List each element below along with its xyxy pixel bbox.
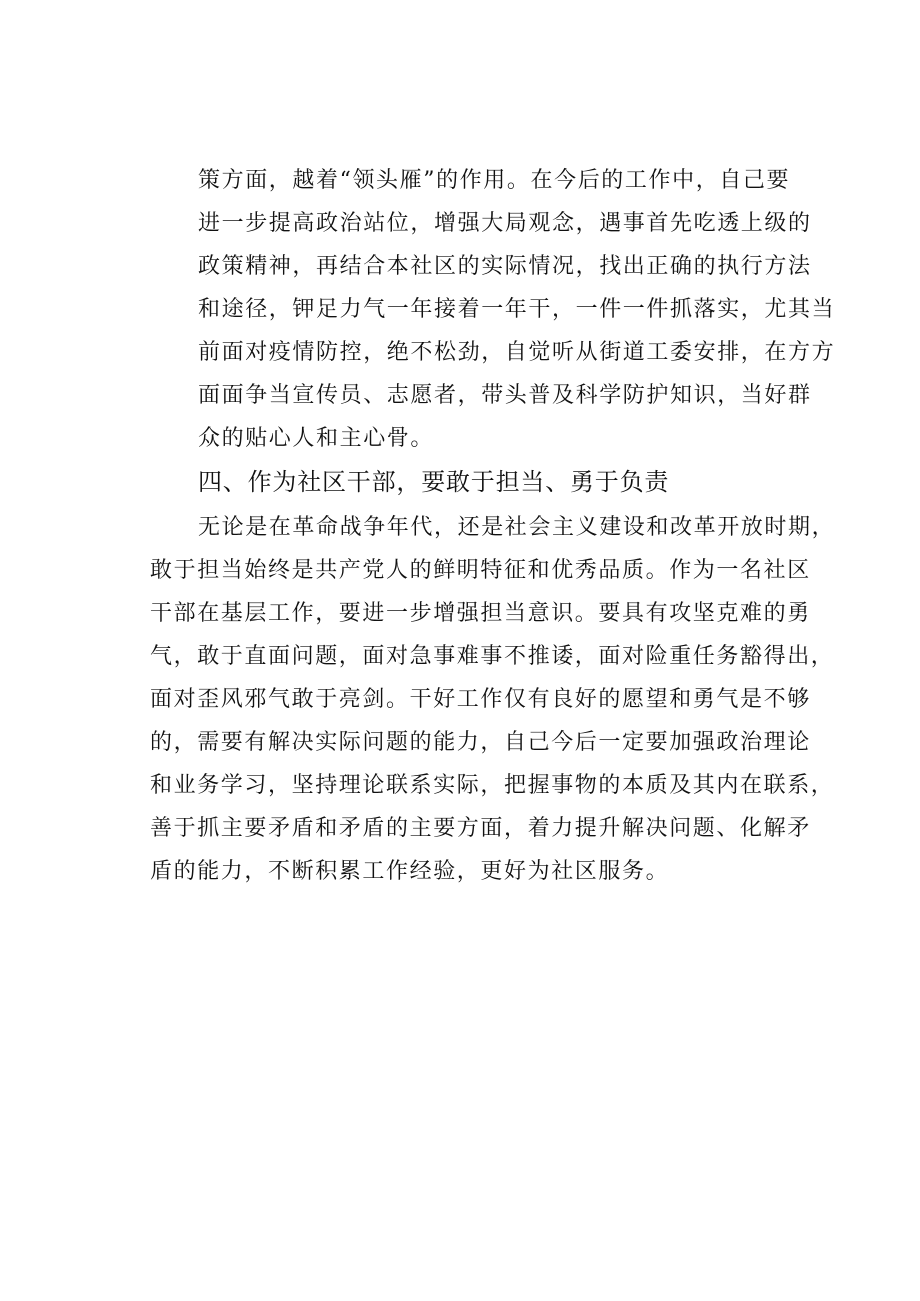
section-heading: 四、作为社区干部，要敢于担当、勇于负责 — [198, 468, 670, 496]
paragraph-2-line-6: 的，需要有解决实际问题的能力，自己今后一定要加强政治理论 — [150, 730, 811, 755]
paragraph-2-line-2: 敢于担当始终是共产党人的鲜明特征和优秀品质。作为一名社区 — [150, 558, 811, 583]
paragraph-1-line-6: 面面争当宣传员、志愿者，带头普及科学防护知识，当好群 — [198, 383, 812, 408]
paragraph-1-line-5: 前面对疫情防控，绝不松劲，自觉听从街道工委安排，在方方 — [198, 340, 836, 365]
paragraph-2-line-9: 盾的能力，不断积累工作经验，更好为社区服务。 — [150, 859, 670, 884]
paragraph-1-line-7: 众的贴心人和主心骨。 — [198, 426, 435, 451]
paragraph-1-line-3: 政策精神，再结合本社区的实际情况，找出正确的执行方法 — [198, 254, 812, 279]
paragraph-2-line-1: 无论是在革命战争年代，还是社会主义建设和改革开放时期， — [198, 515, 836, 540]
paragraph-2-line-7: 和业务学习，坚持理论联系实际，把握事物的本质及其内在联系， — [150, 773, 835, 798]
paragraph-1-line-1: 策方面，越着“领头雁”的作用。在今后的工作中，自己要 — [198, 168, 791, 193]
paragraph-2-line-8: 善于抓主要矛盾和矛盾的主要方面，着力提升解决问题、化解矛 — [150, 816, 811, 841]
paragraph-2-line-5: 面对歪风邪气敢于亮剑。干好工作仅有良好的愿望和勇气是不够 — [150, 687, 811, 712]
paragraph-1-line-4: 和途径，钾足力气一年接着一年干，一件一件抓落实，尤其当 — [198, 297, 836, 322]
paragraph-2-line-3: 干部在基层工作，要进一步增强担当意识。要具有攻坚克难的勇 — [150, 601, 811, 626]
paragraph-1-line-2: 进一步提高政治站位，增强大局观念，遇事首先吃透上级的 — [198, 211, 812, 236]
paragraph-2-line-4: 气，敢于直面问题，面对急事难事不推诿，面对险重任务豁得出， — [150, 644, 835, 669]
